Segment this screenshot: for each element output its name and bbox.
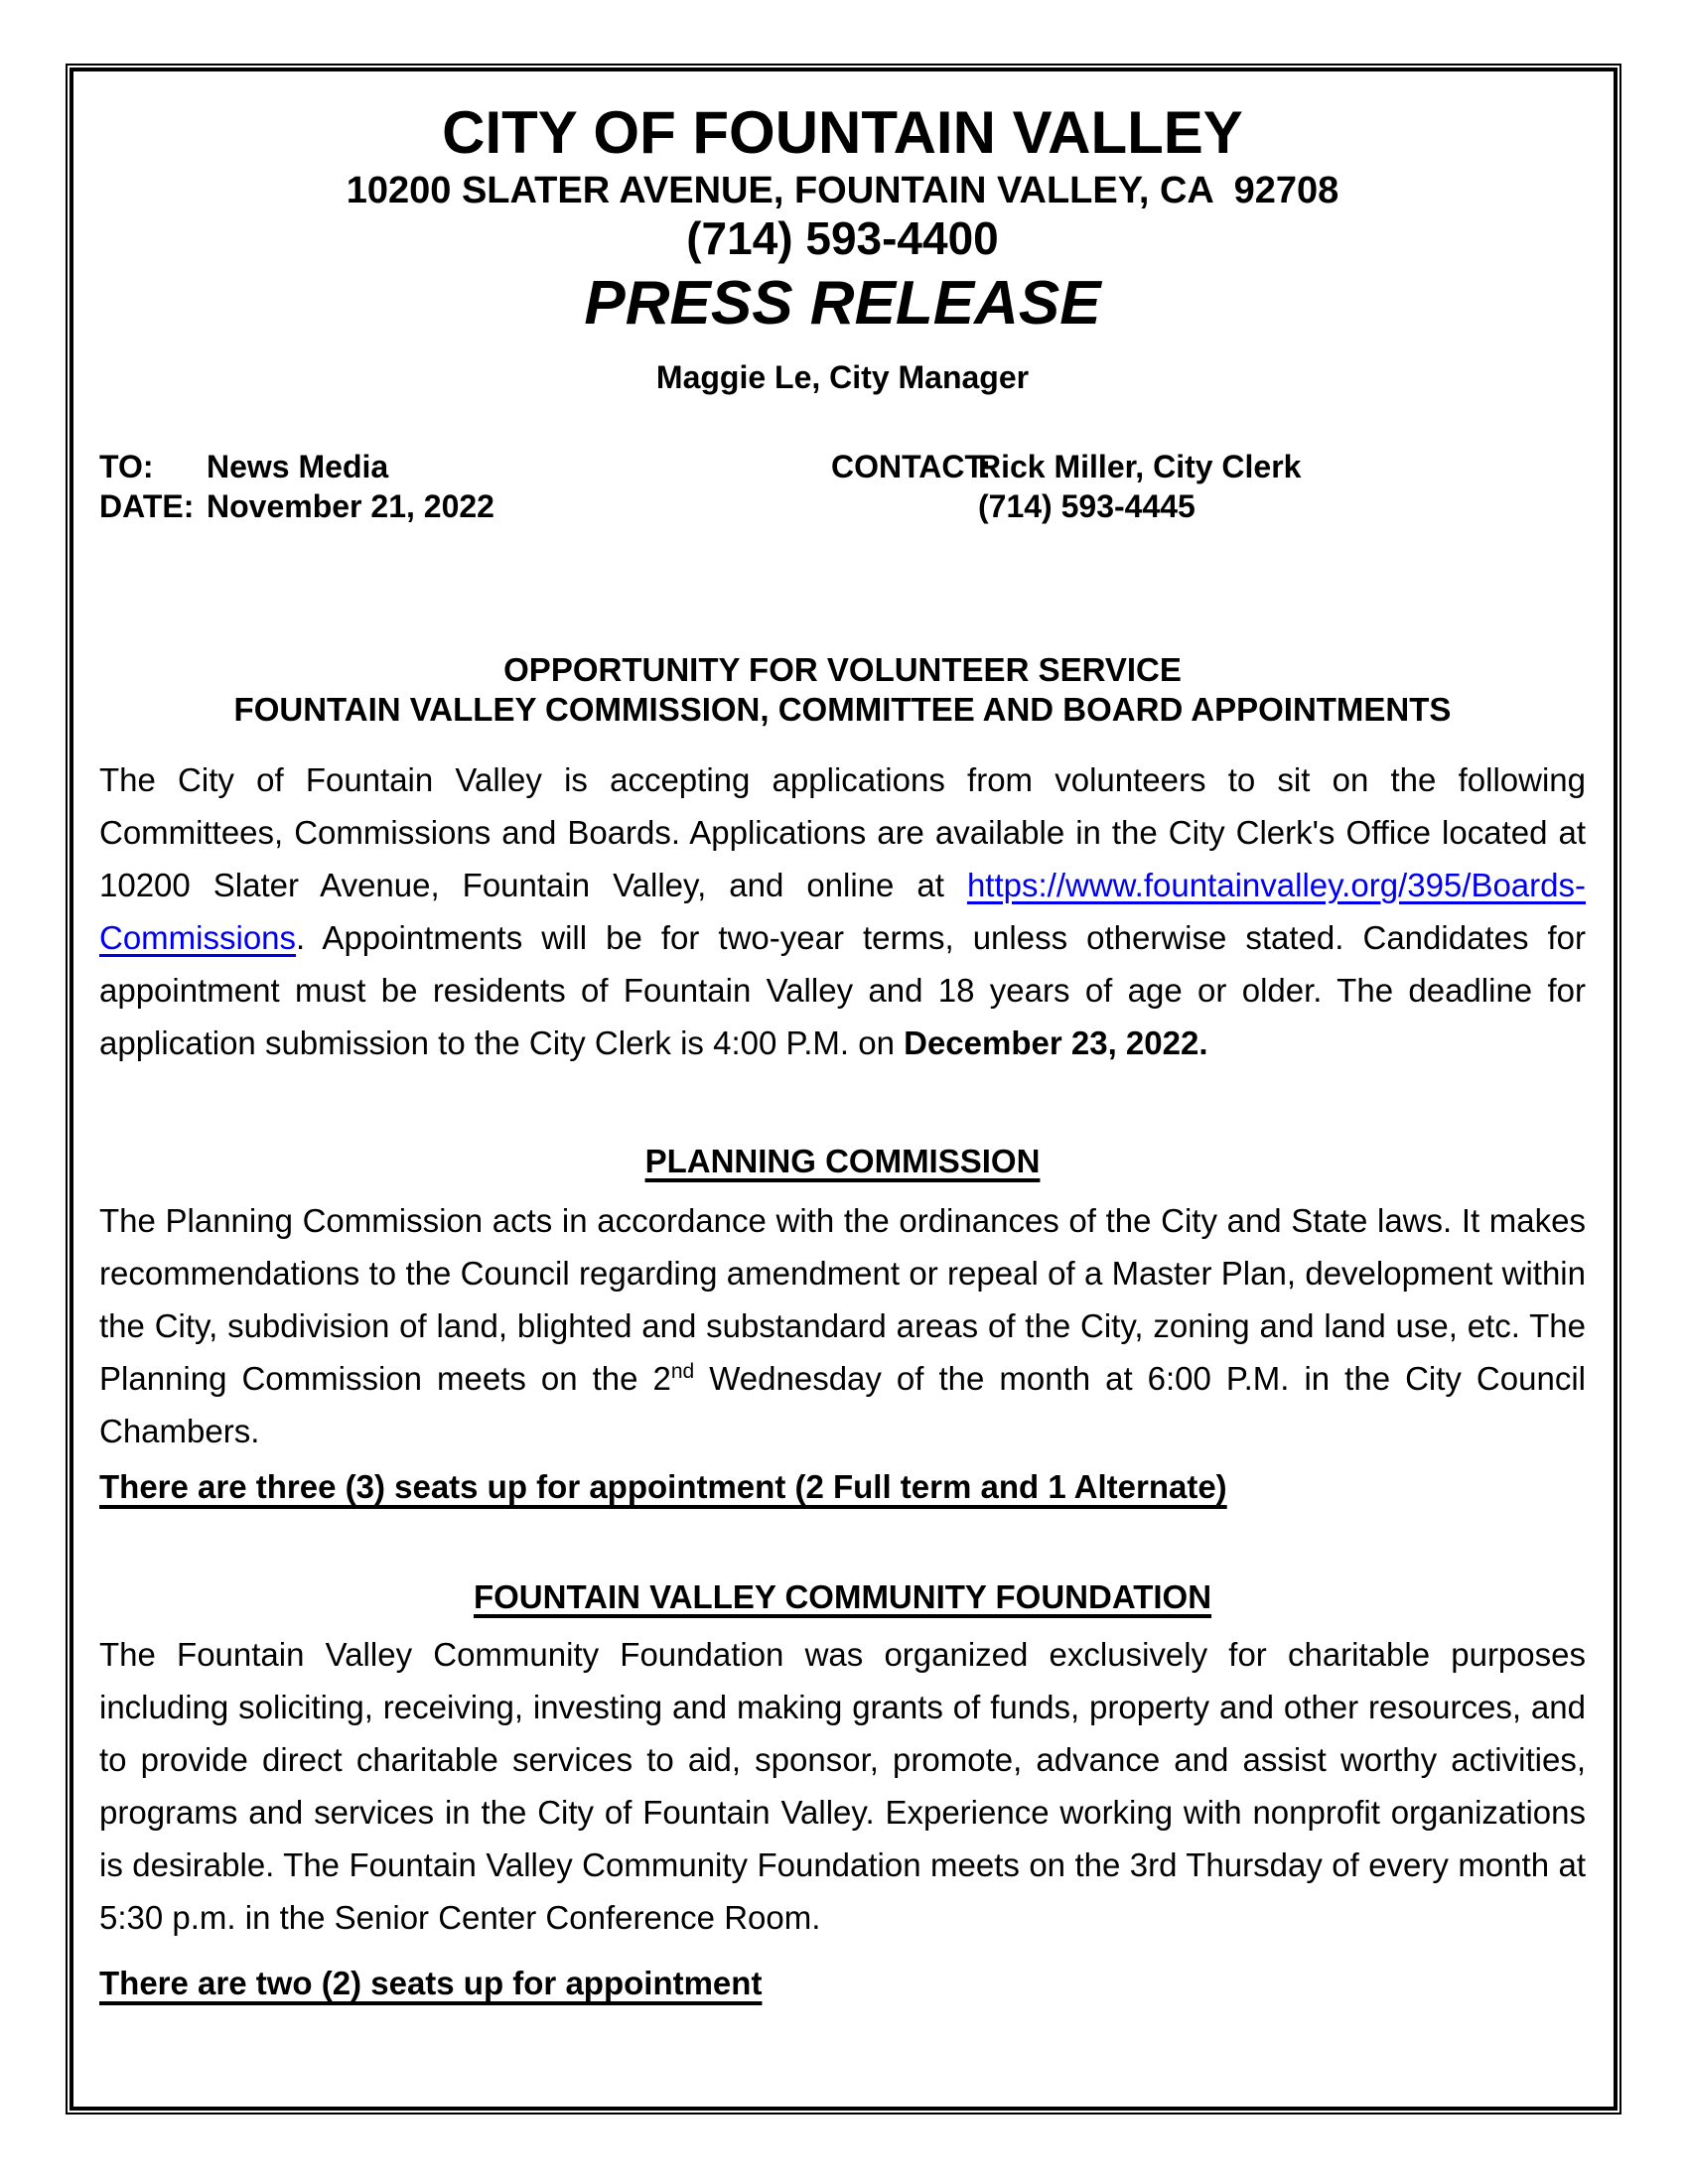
- memo-meta-block: [99, 447, 1586, 526]
- section-heading-community-foundation: FOUNTAIN VALLEY COMMUNITY FOUNDATION: [473, 1578, 1212, 1615]
- to-label: TO:: [99, 449, 154, 484]
- planning-text-part2: Wednesday of the month at 6:00 P.M. in the City Council Chambers.: [99, 1360, 1586, 1449]
- letterhead: [99, 98, 1586, 397]
- planning-commission-paragraph: [99, 1194, 1586, 1457]
- memo-meta-left: [99, 447, 831, 526]
- page-border-inner: [70, 68, 1618, 2111]
- announcement-heading-line1: OPPORTUNITY FOR VOLUNTEER SERVICE: [503, 651, 1182, 688]
- planning-seats-line: There are three (3) seats up for appointment (2 Full term and 1 Alternate): [99, 1468, 1227, 1505]
- memo-meta-right: [831, 447, 1301, 526]
- to-row: [99, 447, 831, 486]
- community-foundation-paragraph: The Fountain Valley Community Foundation was organized exclusively for charitable purposes including soliciting, receiving, investing and making grants of funds, property and other resources, and to provide direct charitable services to aid, sponsor, promote, advance and assist worthy activities, programs and services in the City of Fountain Valley. Experience working with nonprofit organizations is desirable. The Fountain Valley Community Foundation meets on the 3rd Thursday of every month at 5:30 p.m. in the Senior Center Conference Room.: [99, 1636, 1586, 1936]
- doc-type-heading: PRESS RELEASE: [584, 269, 1101, 338]
- section-heading-planning-commission: PLANNING COMMISSION: [644, 1143, 1041, 1179]
- contact-value: Rick Miller, City Clerk: [978, 449, 1302, 484]
- deadline-date: December 23, 2022.: [904, 1024, 1208, 1061]
- date-label: DATE:: [99, 488, 195, 524]
- announcement-heading: [99, 650, 1586, 730]
- to-value: News Media: [207, 449, 389, 484]
- intro-text-before-link: The City of Fountain Valley is accepting applications from volunteers to sit on the following Committees, Commissions and Boards. Applications are available in the City Clerk's Office located at 10200 Slater Avenue, Fountain Valley, and online at: [99, 761, 1586, 903]
- page-border-outer: [66, 64, 1621, 2115]
- date-value: November 21, 2022: [207, 488, 494, 524]
- ordinal-superscript: nd: [670, 1360, 695, 1383]
- contact-phone-spacer: [831, 486, 978, 526]
- phone-line: (714) 593-4400: [686, 212, 999, 264]
- intro-text-after-link: . Appointments will be for two-year terms, unless otherwise stated. Candidates for appointment must be residents of Fountain Valley and 18 years of age or older. The deadline for application submission to the City Clerk is 4:00 P.M. on: [99, 919, 1586, 1061]
- city-manager-line: Maggie Le, City Manager: [655, 359, 1030, 395]
- foundation-seats-line: There are two (2) seats up for appointment: [99, 1965, 763, 2001]
- address-line: 10200 SLATER AVENUE, FOUNTAIN VALLEY, CA 92708: [346, 170, 1339, 211]
- intro-paragraph: [99, 753, 1586, 1069]
- page-title: CITY OF FOUNTAIN VALLEY: [442, 99, 1243, 166]
- contact-phone: (714) 593-4445: [978, 488, 1196, 524]
- planning-text-part1: The Planning Commission acts in accordance with the ordinances of the City and State laws. It makes recommendations to the Council regarding amendment or repeal of a Master Plan, development within the City, subdivision of land, blighted and substandard areas of the City, zoning and land use, etc. The Planning Commission meets on the 2: [99, 1202, 1586, 1397]
- contact-label: CONTACT:: [831, 449, 992, 484]
- announcement-heading-line2: FOUNTAIN VALLEY COMMISSION, COMMITTEE AND BOARD APPOINTMENTS: [233, 691, 1452, 728]
- contact-phone-row: [831, 486, 1301, 526]
- boards-commissions-link[interactable]: https://www.fountainvalley.org/395/Boards-Commissions: [99, 867, 1586, 956]
- date-row: [99, 486, 831, 526]
- contact-row: [831, 447, 1301, 486]
